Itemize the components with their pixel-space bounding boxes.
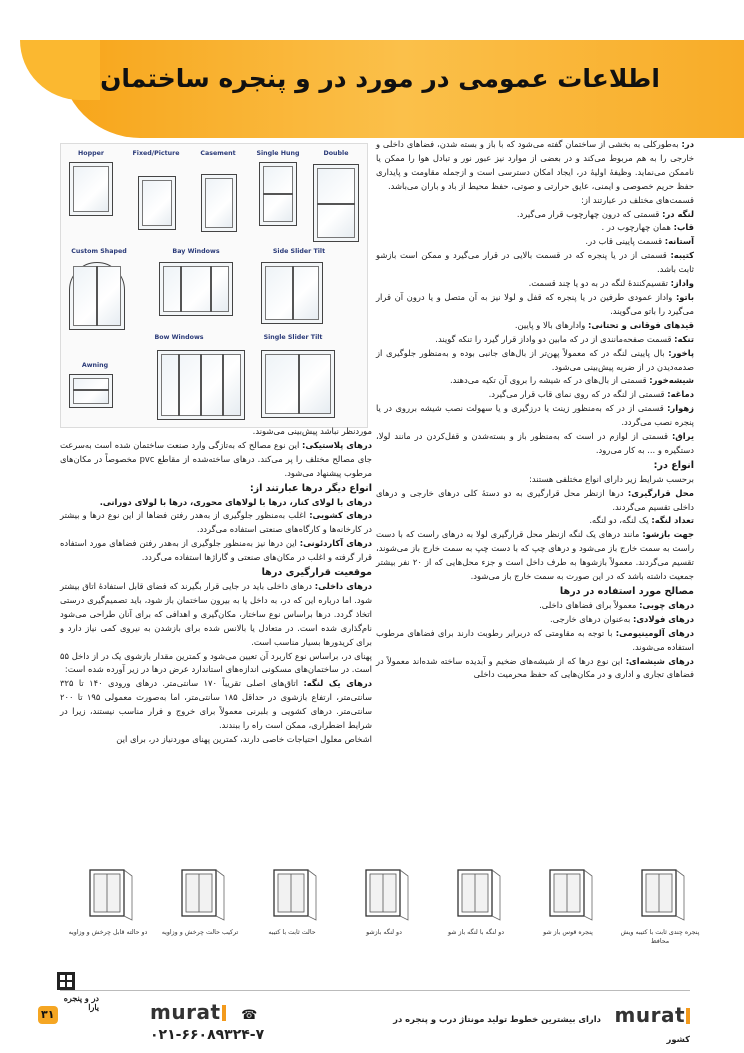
term-label: در: — [681, 139, 694, 149]
term-label: درهای کشویی: — [309, 510, 372, 521]
term-label: پاخور: — [668, 347, 694, 358]
window-type-label: Fixed/Picture — [132, 150, 180, 157]
term-label: موقعیت قرارگیری درها — [261, 567, 372, 579]
paragraph — [376, 208, 694, 222]
phone-icon: ☎ — [241, 1008, 258, 1023]
term-label: درهای شیشه‌ای: — [625, 655, 694, 666]
paragraph — [376, 388, 694, 402]
page-title: اطلاعات عمومی در مورد در و پنجره ساختمان — [100, 64, 660, 93]
paragraph — [376, 138, 694, 194]
window-illustration — [159, 262, 233, 316]
paragraph — [60, 580, 372, 650]
term-body: برحسب شرایط زیر دارای انواع مختلفی هستند: — [529, 473, 694, 484]
term-body: قسمتی از لوازم در است که به‌منظور باز و بسته‌شدن و قفل‌کردن در مانند لولا، دستگیره و ... به کار می‌رود. — [376, 431, 694, 455]
paragraph — [376, 402, 694, 430]
window-type-label: Bay Windows — [172, 248, 220, 255]
term-body: این درها نیز به‌منظور جلوگیری از به‌هدر رفتن فضاهای مورد استفاده قرار گرفته و اغلب در مکان‌های صنعتی و گاراژها استفاده می‌گردد. — [60, 538, 372, 563]
term-body: معمولاً برای فضاهای داخلی. — [539, 599, 640, 610]
paragraph — [376, 194, 694, 208]
term-body: مانند درهای یک لنگه ازنظر محل قرارگیری لولا به درهای راست که با دست راست به سمت خارج باز می‌شود و درهای چپ که با دست چپ به سمت خارج باز می‌شوند، تقسیم می‌گردند. معمولاً بازشوها به طرف داخل است و جزء محل‌هایی که از ۲۰ نفر بیشتر جمعیت داشته باشد که در این صورت به سمت خارج باز می‌شود. — [376, 529, 694, 582]
window-icons-strip — [60, 862, 700, 952]
left-column — [60, 425, 372, 747]
term-body: واداز عمودی طرفین در یا پنجره که قفل و لولا نیز به آن متصل و یا درون آن قرار می‌گیرد را باتو می‌گویند. — [376, 291, 694, 316]
term-body: پهنای در، براساس نوع کاربرد آن تعیین می‌شود و کمترین مقدار بازشوی یک در از داخل ۵۵ است. در ساختمان‌های مسکونی اندازه‌های استاندارد عرض درها در زیر آورده شده است: — [60, 650, 372, 675]
footer-right — [390, 1003, 690, 1046]
term-label: شیشه‌خور: — [649, 375, 694, 386]
window-illustration — [69, 374, 113, 408]
term-label: انواع در: — [653, 459, 694, 471]
page-badge — [35, 968, 97, 1028]
window-sketch-icon — [170, 862, 230, 922]
term-body: قسمت پایینی قاب در. — [585, 236, 665, 247]
window-type-label: Single Hung — [256, 150, 300, 157]
window-sketch-caption: پنجره چندی ثابت با کتیبه ویش محافظ — [620, 929, 700, 945]
window-sketch-caption: حالت ثابت با کتیبه — [268, 929, 316, 936]
paragraph — [60, 496, 372, 510]
paragraph — [60, 425, 372, 439]
window-type-label: Awning — [81, 362, 109, 369]
window-sketch-icon — [446, 862, 506, 922]
term-body: موردنظر نباشد پیش‌بینی می‌شوند. — [252, 426, 372, 436]
paragraph — [60, 650, 372, 678]
term-body: درهای داخلی باید در جایی قرار بگیرند که فضای قابل استفادهٔ اتاق بیشتر شود. اما درباره این که در، به داخل یا به بیرون ساختمان باز شود، باید تصمیم‌گیری درستی اتخاذ گردد. درها براساس نوع ساختار، مکان‌گیری و اهدافی که برای آنان طراحی می‌شود نام‌گذاری شده است. در متعادل یا بالانس شده برای بازشدن به نیروی کمی نیاز دارد و برای کریدورها بسیار مناسب است. — [60, 580, 372, 647]
term-body: اتاق‌های اصلی تقریباً ۱۷۰ سانتی‌متر. درهای ورودی ۱۴۰ تا ۳۲۵ سانتی‌متر، ارتفاع بازشوی در حداقل ۱۸۵ سانتی‌متر، اما به‌صورت معمولی ۱۹۵ تا ۲۰۰ سانتی‌متر. درهای کشویی و بلبرنی معمولاً برای خروج و فرار مناسب نیستند، زیرا در شرایط اضطراری، ممکن است راه را ببندند. — [60, 678, 372, 731]
term-body: قسمتی از بال‌های در که شیشه را بروی آن تکیه می‌دهند. — [449, 375, 650, 386]
term-body: یک لنگه، دو لنگه. — [589, 515, 652, 526]
window-sketch-icon — [354, 862, 414, 922]
paragraph — [376, 473, 694, 487]
window-type-label: Single Slider Tilt — [263, 334, 323, 341]
term-label: باتو: — [675, 291, 694, 302]
window-sketch-caption: پنجره قوس باز شو — [543, 929, 593, 936]
paragraph — [60, 537, 372, 565]
window-sketch-icon — [538, 862, 598, 922]
page-number: ۳۱ — [41, 1008, 55, 1021]
paragraph — [376, 347, 694, 375]
term-label: یراق: — [671, 431, 694, 442]
paragraph — [376, 221, 694, 235]
paragraph — [60, 509, 372, 537]
brand-logo — [615, 1003, 691, 1027]
right-column — [376, 138, 694, 682]
window-sketch-caption: دو لنگه بازشو — [366, 929, 402, 936]
paragraph — [376, 374, 694, 388]
term-label: درهای با لولای کنار، درها با لولاهای محوری، درها با لولای دورانی. — [99, 496, 372, 507]
section-heading — [60, 566, 372, 580]
window-illustration — [313, 164, 359, 242]
term-label: جهت بازشو: — [642, 529, 695, 540]
paragraph — [376, 487, 694, 515]
brand-logo-text: murat — [614, 1003, 685, 1027]
window-type-label: Double — [323, 150, 349, 157]
window-illustration — [69, 162, 113, 216]
term-body: بال پایینی لنگه در که معمولاً پهن‌تر از بال‌های جانبی بوده و به‌منظور جلوگیری از صدمه‌دیدن در از ضربه پیش‌بینی می‌شود. — [376, 347, 694, 372]
term-body: وادارهای بالا و پایین. — [514, 319, 588, 330]
term-label: قاب: — [673, 222, 694, 233]
window-type-label: Side Slider Tilt — [272, 248, 326, 255]
window-illustration — [261, 350, 335, 418]
term-label: زهوار: — [667, 403, 694, 414]
term-label: درهای آلومینیومی: — [615, 627, 694, 638]
paragraph — [376, 319, 694, 333]
footer-divider — [60, 990, 690, 991]
term-body: قسمت صفحه‌مانندی از در که مابین دو واداز قرار گیرد را تنکه گویند. — [435, 333, 675, 344]
term-label: واداز: — [670, 278, 694, 289]
term-label: کتیبه: — [670, 250, 694, 261]
term-body: به‌طورکلی به بخشی از ساختمان گفته می‌شود که با باز و بسته شدن، فضاهای داخلی و خارجی را به هم مربوط می‌کند و در بعضی از موارد نیز عبور نور و تبادل هوا را ممکن یا ناممکن می‌نماید. وظیفهٔ اولیهٔ در، ایجاد امکان دسترسی است و ازجمله مقاومت و پایداری حفظ حریم خصوصی و ایمنی، عایق حرارتی و صوتی، حفظ محیط از باد و باران می‌باشد. — [376, 139, 694, 191]
window-type-label: Casement — [200, 150, 236, 157]
footer-slogan: دارای بیشترین خطوط تولید مونتاژ درب و پنجره در کشور — [393, 1014, 690, 1044]
window-type-label: Custom Shaped — [71, 248, 127, 255]
term-label: آستانه: — [664, 236, 694, 247]
window-sketch-icon — [630, 862, 690, 922]
term-body: اغلب به‌منظور جلوگیری از به‌هدر رفتن فضاها از این نوع درها و بیشتر در کارخانه‌ها و کارگاه‌های صنعتی استفاده می‌گردد. — [60, 510, 372, 535]
term-body: اشخاص معلول احتیاجات خاصی دارند، کمترین پهنای موردنیاز در، برای این — [116, 733, 372, 744]
paragraph — [376, 528, 694, 584]
window-illustration — [201, 174, 237, 232]
window-illustration — [138, 176, 176, 230]
paragraph — [376, 514, 694, 528]
term-label: درهای داخلی: — [314, 580, 373, 591]
brand-logo-secondary — [150, 1000, 226, 1024]
term-body: این نوع درها که از شیشه‌های ضخیم و آبدیده ساخته شده‌اند معمولاً در فضاهای تجاری و اداری و در مکان‌هایی که حفظ محرمیت داخلی — [376, 655, 694, 680]
paragraph — [376, 613, 694, 627]
term-label: درهای یک لنگه: — [303, 678, 372, 689]
window-sketch-icon — [262, 862, 322, 922]
term-body: همان چهارچوب در . — [601, 222, 674, 233]
window-illustration — [157, 350, 245, 420]
term-label: درهای آکاردئونی: — [299, 538, 372, 549]
term-body: با توجه به مقاومتی که دربرابر رطوبت دارند برای فضاهای مرطوب استفاده می‌شوند. — [376, 627, 694, 652]
section-heading — [376, 585, 694, 599]
paragraph — [376, 599, 694, 613]
term-label: انواع دیگر درها عبارتند از: — [249, 482, 372, 494]
window-illustration — [259, 162, 297, 226]
window-sketch-caption: دو حالته قابل چرخش و وزاویه — [68, 929, 148, 936]
paragraph — [376, 235, 694, 249]
term-label: درهای چوبی: — [639, 599, 694, 610]
term-label: دماغه: — [667, 389, 694, 400]
term-label: درهای پلاستیکی: — [302, 439, 372, 450]
term-body: قسمتی از در یا پنجره که در قسمت بالایی در قرار می‌گیرد و ممکن است بازشو ثابت باشد. — [376, 250, 694, 275]
section-heading — [376, 459, 694, 473]
term-body: قسمتی که درون چهارچوب قرار می‌گیرد. — [516, 208, 663, 219]
paragraph — [60, 439, 372, 481]
window-illustration — [261, 262, 323, 324]
footer-left — [150, 1000, 380, 1043]
term-body: تقسیم‌کنندهٔ لنگه در به دو یا چند قسمت. — [528, 278, 671, 289]
window-type-label: Bow Windows — [154, 334, 204, 341]
term-body: قسمتی از در که به‌منظور زینت یا درزگیری و یا سهولت نصب شیشه برروی در یا پنجره نصب می‌گردد. — [376, 403, 694, 428]
term-label: قیدهای فوقانی و تحتانی: — [587, 319, 694, 330]
brand-logo-secondary-text: murat — [150, 1000, 221, 1024]
paragraph — [376, 655, 694, 683]
paragraph — [60, 733, 372, 747]
term-body: قسمت‌های مختلف در عبارتند از: — [581, 194, 694, 205]
paragraph — [376, 291, 694, 319]
paragraph — [376, 333, 694, 347]
section-heading — [60, 482, 372, 496]
brand-small-text: در و پنجره یارا — [63, 993, 99, 1012]
term-label: مصالح مورد استفاده در درها — [559, 586, 694, 597]
term-label: لنگه در: — [662, 208, 694, 219]
term-body: قسمتی از لنگه در که روی نمای قاب قرار می‌گیرد. — [488, 389, 668, 400]
paragraph — [376, 627, 694, 655]
window-sketch-icon — [78, 862, 138, 922]
phone-number: ۰۲۱-۶۶۰۸۹۳۲۴-۷ — [150, 1027, 265, 1043]
term-body: به‌عنوان درهای خارجی. — [550, 613, 634, 624]
term-label: تعداد لنگه: — [651, 515, 694, 526]
term-label: محل قرارگیری: — [627, 487, 694, 498]
window-type-label: Hopper — [78, 150, 104, 157]
paragraph — [376, 249, 694, 277]
term-body: این نوع مصالح که به‌تازگی وارد صنعت ساختمان شده است به‌سرعت جای مصالح مختلف را پر می‌کند. درهای ساخته‌شده از مقاطع pvc مخصوصاً در مکان‌های مرطوب پیشنهاد می‌شود. — [60, 439, 372, 478]
window-sketch-caption: دو لنگه با لنگه باز شو — [447, 929, 505, 936]
term-label: درهای فولادی: — [633, 613, 694, 624]
window-sketch-caption: ترکیب حالت چرخش و وزاویه — [161, 929, 239, 936]
paragraph — [60, 677, 372, 733]
paragraph — [376, 277, 694, 291]
term-label: تنکه: — [674, 333, 694, 344]
window-illustration — [69, 262, 125, 330]
term-body: درها ازنظر محل قرارگیری به دو دستهٔ کلی درهای خارجی و درهای داخلی تقسیم می‌گردند. — [376, 487, 694, 512]
window-types-figure — [60, 143, 368, 428]
paragraph — [376, 430, 694, 458]
